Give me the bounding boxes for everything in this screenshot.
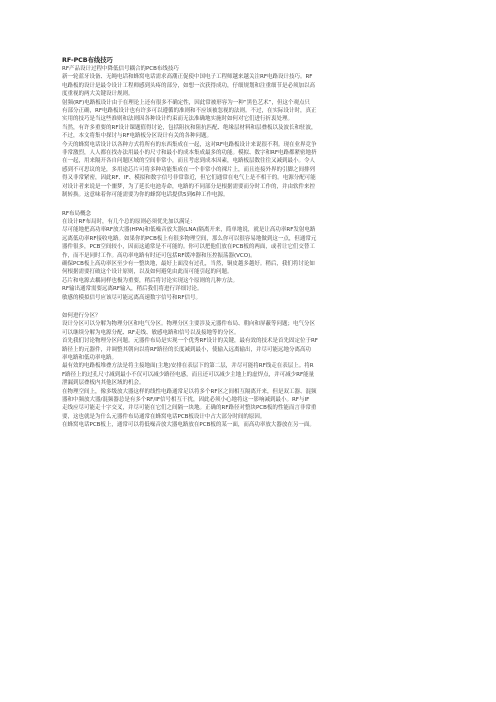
text-line: 作，而不是同时工作。高功率电路有时还可包括RF缓冲器和压控振荡器(VCO)。	[62, 252, 256, 259]
text-line: 制转换。这意味着你可能需要为你的蜂窝电话提供5到6种工作电源。	[62, 192, 229, 199]
text-line: 对设计者来说是一个噩梦，为了延长电池寿命，电路的不同部分是根据需要而分时工作的，并由软件来控	[62, 183, 316, 190]
text-line: 何根据需要打破这个设计原则，以及如何避免由此而可能引起的问题。	[62, 269, 233, 276]
text-line: 率电路和低功率电路。	[62, 355, 118, 361]
text-line: RF输出通常需要远离RF输入，稍后我们将进行详细讨论。	[62, 286, 203, 293]
text-line: 路径上的元器件，并调整其朝向以将RF路径的长度减到最小，使输入远离输出，并尽可能远地分离高功	[62, 346, 311, 353]
text-line: 首先我们讨论物理分区问题。元器件布局是实现一个优秀RF设计的关键，最有效的技术是首先固定位于RF	[62, 338, 318, 345]
text-line: 设计分区可以分解为物理分区和电气分区。物理分区主要涉及元器件布局、朝向和屏蔽等问题；电气分区	[62, 321, 316, 328]
text-line: 度重视的两大关键设计规则。	[62, 91, 134, 98]
paragraph	[62, 65, 440, 200]
text-line: 最有效的电路板堆叠方法是将主接地面(主地)安排在表层下的第二层，并尽可能将RF线走在表层上。将R	[62, 363, 314, 370]
text-line: 得又非常紧密，因此RF、IF、模拟和数字信号非常靠近，但它们通常在电气上是不相干的。电源分配可能	[62, 175, 316, 182]
text-line: 确保PCB板上高功率区至少有一整块地，最好上面没有过孔，当然，铜皮越多越好。稍后，我们将讨论如	[62, 260, 315, 267]
text-line: 泄漏到层叠板内其他区域的机会。	[62, 380, 145, 387]
text-line: 新一轮蓝牙设备、无绳电话和蜂窝电话需求高潮正促使中国电子工程师越来越关注RF电路设计技巧。RF	[62, 74, 313, 81]
text-line: 有部分正确，RF电路板设计也有许多可以遵循的准则和不应该被忽视的法则。不过，在实际设计时，真正	[62, 108, 317, 115]
text-line: 在一起，用来隔开各自问题区域的空间非常小，而且考虑到成本因素，电路板层数往往又减到最小。令人	[62, 158, 316, 165]
text-line: 今天的蜂窝电话设计以各种方式将所有的东西集成在一起，这对RF电路板设计来说很不利。现在业界竞争	[62, 141, 317, 148]
text-line: 在蜂窝电话PCB板上，通常可以将低噪音放大器电路放在PCB板的某一面，而高功率放大器放在另一面。	[62, 422, 315, 429]
text-line: 要，这也就是为什么元器件布局通常在蜂窝电话PCB板设计中占大部分时间的原因。	[62, 413, 266, 420]
text-line: 器和中频放大器/混频器总是有多个RF/IF信号相互干扰，因此必须小心地将这一影响减到最小。RF与IF	[62, 397, 310, 404]
text-line: 远离低功率RF接收电路。如果你的PCB板上有很多物理空间，那么你可以很容易地做到这一点，但通常元	[62, 235, 317, 242]
text-line: 敏感的模拟信号应该尽可能远离高速数字信号和RF信号。	[62, 294, 201, 301]
text-line: 当然，有许多重要的RF设计课题值得讨论，包括阻抗和阻抗匹配、绝缘层材料和层叠板以及波长和驻波，	[62, 124, 317, 131]
paragraph	[62, 210, 440, 302]
text-line: 实用的技巧是当这些准则和法则因各种设计约束而无法准确地实施时如何对它们进行折衷处理。	[62, 116, 294, 123]
section-gap	[62, 200, 440, 210]
text-line: 感到不可思议的是，多用途芯片可将多种功能集成在一个非常小的裸片上，而且连接外界的引脚之间排列	[62, 166, 316, 173]
text-line: 走线应尽可能走十字交叉，并尽可能在它们之间隔一块地。正确的RF路径对整块PCB板的性能而言非常重	[62, 405, 317, 412]
text-line: 射频(RF)电路板设计由于在理论上还有很多不确定性，因此常被形容为一种“黑色艺术”，但这个观点只	[62, 99, 310, 106]
text-line: 器件很多，PCB空间较小，因而这通常是不可能的。你可以把他们放在PCB板的两面，或者让它们交替工	[62, 244, 315, 251]
text-line: 不过，本文将集中探讨与RF电路板分区设计有关的各种问题。	[62, 133, 212, 140]
text-line: 尽可能地把高功率RF放大器(HPA)和低噪音放大器(LNA)隔离开来，简单地说，就是让高功率RF发射电路	[62, 227, 316, 234]
text-line: 芯片和电源去耦同样也极为重要，稍后将讨论实现这个原则的几种方法。	[62, 277, 239, 284]
text-line: 在物理空间上，像多级放大器这样的线性电路通常足以将多个RF区之间相互隔离开来，但是双工器、混频	[62, 388, 317, 395]
text-line: RF布局概念	[62, 210, 91, 217]
text-line: 如何进行分区？	[62, 312, 101, 319]
document-page	[62, 56, 440, 430]
section-gap	[62, 302, 440, 312]
text-line: F路径上的过孔尺寸减到最小不仅可以减少路径电感，而且还可以减少主地上的虚焊点，并可减少RF能量	[62, 371, 315, 378]
text-line: 在设计RF布局时，有几个总的原则必须优先加以满足：	[62, 218, 196, 225]
text-line: RF产品设计过程中降低信号耦合的PCB布线技巧	[62, 66, 179, 72]
text-line: 可以继续分解为电源分配、RF走线、敏感电路和信号以及接地等的分区。	[62, 329, 240, 336]
paragraph	[62, 312, 440, 430]
text-line: 非常激烈，人人都在找办法用最小的尺寸和最小的成本集成最多的功能。模拟、数字和RF电路都紧密地挤	[62, 150, 317, 157]
document-title: RF-PCB布线技巧	[62, 57, 113, 64]
text-line: 电路板的设计是最令设计工程师感到头疼的部分，如想一次获得成功，仔细规划和注重细节是必须加以高	[62, 82, 316, 89]
